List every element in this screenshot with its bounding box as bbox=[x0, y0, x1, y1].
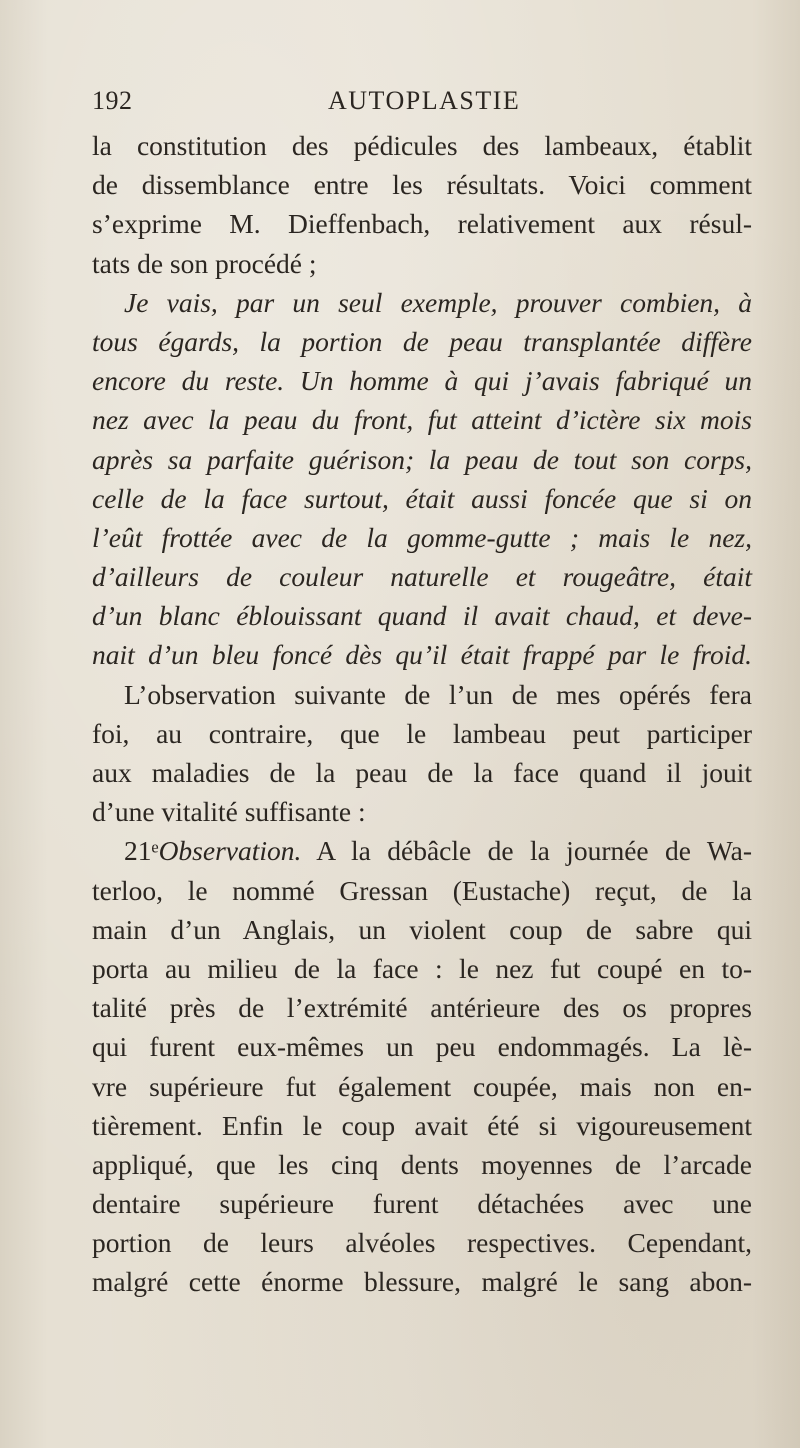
page-number: 192 bbox=[92, 86, 133, 115]
observation-number: 21ᵉ bbox=[124, 835, 159, 867]
quote-line: celle de la face surtout, était aussi foncée que si on bbox=[92, 482, 752, 514]
text-line: malgré cette énorme blessure, malgré le sang abon- bbox=[92, 1266, 752, 1298]
quote-line: nez avec la peau du front, fut atteint d’ictère six mois bbox=[92, 404, 752, 436]
observation-text: A la débâcle de la journée de Wa- bbox=[301, 835, 752, 867]
text-line: tats de son procédé ; bbox=[92, 247, 317, 279]
quote-line: d’ailleurs de couleur naturelle et rougeâtre, était bbox=[92, 561, 752, 593]
quote-line: Je vais, par un seul exemple, prouver combien, à bbox=[124, 286, 752, 318]
text-line: d’une vitalité suffisante : bbox=[92, 796, 366, 828]
observation-label: Observation. bbox=[158, 835, 302, 867]
running-title: AUTOPLASTIE bbox=[328, 86, 521, 115]
quote-line: nait d’un bleu foncé dès qu’il était frappé par le froid. bbox=[92, 639, 752, 671]
body-text bbox=[92, 126, 752, 1302]
quote-line: encore du reste. Un homme à qui j’avais fabriqué un bbox=[92, 365, 752, 397]
text-line: qui furent eux-mêmes un peu endommagés. La lè- bbox=[92, 1031, 752, 1063]
quote-line: après sa parfaite guérison; la peau de tout son corps, bbox=[92, 443, 752, 475]
text-line: vre supérieure fut également coupée, mais non en- bbox=[92, 1070, 752, 1102]
observation-heading-line bbox=[92, 831, 752, 870]
text-line: main d’un Anglais, un violent coup de sabre qui bbox=[92, 913, 752, 945]
text-line: dentaire supérieure furent détachées avec une bbox=[92, 1188, 752, 1220]
text-line: aux maladies de la peau de la face quand il jouit bbox=[92, 757, 752, 788]
text-line: talité près de l’extrémité antérieure des os propres bbox=[92, 992, 752, 1024]
running-head bbox=[92, 86, 712, 122]
text-line: terloo, le nommé Gressan (Eustache) reçut, de la bbox=[92, 874, 752, 906]
text-line: porta au milieu de la face : le nez fut coupé en to- bbox=[92, 952, 752, 984]
quote-line: l’eût frottée avec de la gomme-gutte ; mais le nez, bbox=[92, 521, 752, 553]
text-line: de dissemblance entre les résultats. Voici comment bbox=[92, 169, 752, 201]
text-line: appliqué, que les cinq dents moyennes de l’arcade bbox=[92, 1148, 752, 1180]
text-line: L’observation suivante de l’un de mes opérés fera bbox=[124, 678, 752, 710]
text-line: tièrement. Enfin le coup avait été si vigoureusement bbox=[92, 1109, 752, 1141]
quote-line: tous égards, la portion de peau transplantée diffère bbox=[92, 325, 752, 357]
text-line: s’exprime M. Dieffenbach, relativement aux résul- bbox=[92, 208, 752, 240]
quote-line: d’un blanc éblouissant quand il avait chaud, et deve- bbox=[92, 600, 752, 632]
text-line: la constitution des pédicules des lambeaux, établit bbox=[92, 130, 752, 161]
text-line: portion de leurs alvéoles respectives. Cependant, bbox=[92, 1227, 752, 1259]
text-line: foi, au contraire, que le lambeau peut participer bbox=[92, 717, 752, 749]
